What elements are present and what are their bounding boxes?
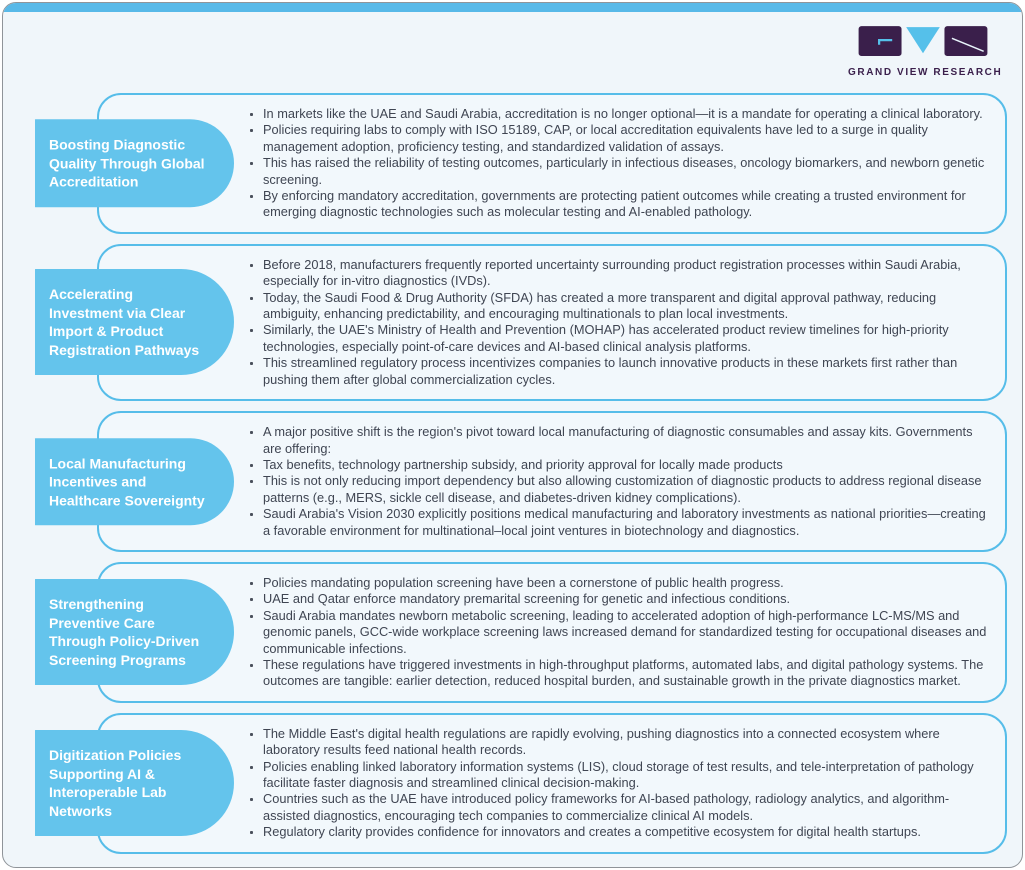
bullet-text: By enforcing mandatory accreditation, governments are protecting patient outcomes while creating a trusted environment for emerging diagnostic technologies such as molecular testing and AI-enabled pathology. xyxy=(263,188,966,220)
bullet-dot-icon xyxy=(250,480,253,483)
bullet-item xyxy=(247,424,989,457)
bullet-text: Policies requiring labs to comply with ISO 15189, CAP, or local accreditation equivalents have led to a surge in quality management adoption, proficiency testing, and standardized validation of assays. xyxy=(263,122,928,154)
policy-section xyxy=(18,411,1007,552)
bullet-item xyxy=(247,106,989,122)
bullet-item xyxy=(247,759,989,792)
bullet-dot-icon xyxy=(250,582,253,585)
bullet-dot-icon xyxy=(250,615,253,618)
policy-section xyxy=(18,93,1007,234)
bullet-text: Similarly, the UAE's Ministry of Health and Prevention (MOHAP) has accelerated product review timelines for high-priority technologies, especially point-of-care devices and AI-based clinical analysis platforms. xyxy=(263,322,949,354)
bullet-list xyxy=(247,726,989,841)
section-label xyxy=(35,120,234,208)
policy-section xyxy=(18,713,1007,854)
bullet-dot-icon xyxy=(250,464,253,467)
bullet-list xyxy=(247,257,989,388)
bullet-dot-icon xyxy=(250,733,253,736)
bullet-dot-icon xyxy=(250,362,253,365)
bullet-item xyxy=(247,657,989,690)
bullet-dot-icon xyxy=(250,129,253,132)
gvr-logo-icon xyxy=(853,24,993,60)
bullet-dot-icon xyxy=(250,766,253,769)
bullet-item xyxy=(247,188,989,221)
section-label xyxy=(35,269,234,375)
bullet-dot-icon xyxy=(250,831,253,834)
section-label-text: Boosting Diagnostic Quality Through Global Accreditation xyxy=(49,136,205,190)
bullet-text: Today, the Saudi Food & Drug Authority (SFDA) has created a more transparent and digital approval pathway, reducing ambiguity, enhancing predictability, and encouraging multinationals to plan local investments. xyxy=(263,289,937,322)
bullet-text: Countries such as the UAE have introduced policy frameworks for AI-based pathology, radiology analytics, and algorithm-assisted diagnostics, encouraging tech companies to commercialize clinical AI models. xyxy=(263,791,950,823)
bullet-item xyxy=(247,122,989,155)
bullet-dot-icon xyxy=(250,329,253,332)
bullet-dot-icon xyxy=(250,162,253,165)
bullet-dot-icon xyxy=(250,297,253,300)
sections xyxy=(3,93,1022,854)
infographic-page xyxy=(2,2,1023,868)
section-label xyxy=(35,438,234,526)
top-accent-bar xyxy=(3,3,1022,12)
bullet-dot-icon xyxy=(250,598,253,601)
bullet-text: Regulatory clarity provides confidence for innovators and creates a competitive ecosystem for digital health startups. xyxy=(263,824,921,840)
bullet-item xyxy=(247,791,989,824)
bullet-item xyxy=(247,155,989,188)
section-label xyxy=(35,730,234,836)
brand-name: GRAND VIEW RESEARCH xyxy=(848,67,1003,78)
bullet-text: These regulations have triggered investments in high-throughput platforms, automated labs, and digital pathology systems. The outcomes are tangible: earlier detection, reduced hospital burden, and sustainable growth in the private diagnostics market. xyxy=(263,656,984,689)
bullet-item xyxy=(247,257,989,290)
bullet-item xyxy=(247,355,989,388)
bullet-list xyxy=(247,106,989,221)
bullet-dot-icon xyxy=(250,431,253,434)
bullet-item xyxy=(247,575,989,591)
bullet-item xyxy=(247,322,989,355)
section-label-text: Local Manufacturing Incentives and Healthcare Sovereignty xyxy=(49,454,205,508)
bullet-text: A major positive shift is the region's pivot toward local manufacturing of diagnostic consumables and assay kits. Governments are offering: xyxy=(263,424,973,456)
section-label-text: Digitization Policies Supporting AI & Interoperable Lab Networks xyxy=(49,747,182,819)
bullet-dot-icon xyxy=(250,195,253,198)
bullet-text: In markets like the UAE and Saudi Arabia, accreditation is no longer optional—it is a mandate for operating a clinical laboratory. xyxy=(263,106,983,121)
bullet-text: Policies mandating population screening have been a cornerstone of public health progress. xyxy=(263,574,784,590)
bullet-list xyxy=(247,424,989,539)
section-label-text: Accelerating Investment via Clear Import & Product Registration Pathways xyxy=(49,286,200,358)
section-label-text: Strengthening Preventive Care Through Policy-Driven Screening Programs xyxy=(49,596,200,668)
bullet-text: Saudi Arabia mandates newborn metabolic screening, leading to accelerated adoption of high-performance LC-MS/MS and genomic panels, GCC-wide workplace screening laws increased demand for standardized testing for occupational diseases and communicable infections. xyxy=(263,607,987,656)
bullet-text: Before 2018, manufacturers frequently reported uncertainty surrounding product registration processes within Saudi Arabia, especially for in-vitro diagnostics (IVDs). xyxy=(263,256,961,289)
bullet-dot-icon xyxy=(250,798,253,801)
section-label xyxy=(35,579,234,685)
policy-section xyxy=(18,562,1007,703)
bullet-text: This is not only reducing import dependency but also allowing customization of diagnostic products to address regional disease patterns (e.g., MERS, sickle cell disease, and diabetes-driven kidney complications). xyxy=(263,473,982,505)
bullet-item xyxy=(247,457,989,473)
bullet-dot-icon xyxy=(250,664,253,667)
header xyxy=(3,12,1022,93)
bullet-item xyxy=(247,726,989,759)
bullet-item xyxy=(247,591,989,607)
bullet-text: Tax benefits, technology partnership subsidy, and priority approval for locally made products xyxy=(263,456,783,472)
bullet-item xyxy=(247,608,989,657)
bullet-dot-icon xyxy=(250,264,253,267)
bullet-text: This has raised the reliability of testing outcomes, particularly in infectious diseases, oncology biomarkers, and newborn genetic screening. xyxy=(263,155,985,187)
bullet-item xyxy=(247,290,989,323)
bullet-item xyxy=(247,824,989,840)
bullet-dot-icon xyxy=(250,113,253,116)
policy-section xyxy=(18,244,1007,401)
bullet-text: Saudi Arabia's Vision 2030 explicitly positions medical manufacturing and laboratory investments as national priorities—creating a favorable environment for multinational–local joint ventures in biotechnology and diagnostics. xyxy=(263,506,986,538)
bullet-text: This streamlined regulatory process incentivizes companies to launch innovative products in these markets first rather than pushing them after global commercialization cycles. xyxy=(263,355,958,387)
brand-logo xyxy=(848,24,1003,78)
bullet-list xyxy=(247,575,989,690)
bullet-text: UAE and Qatar enforce mandatory premarital screening for genetic and infectious conditions. xyxy=(263,591,791,607)
bullet-dot-icon xyxy=(250,513,253,516)
bullet-text: Policies enabling linked laboratory information systems (LIS), cloud storage of test results, and tele-interpretation of pathology facilitate faster diagnosis and streamlined clinical decision-making. xyxy=(263,758,974,790)
bullet-text: The Middle East's digital health regulations are rapidly evolving, pushing diagnostics into a connected ecosystem where laboratory results feed national health records. xyxy=(263,725,940,758)
bullet-item xyxy=(247,506,989,539)
bullet-item xyxy=(247,473,989,506)
